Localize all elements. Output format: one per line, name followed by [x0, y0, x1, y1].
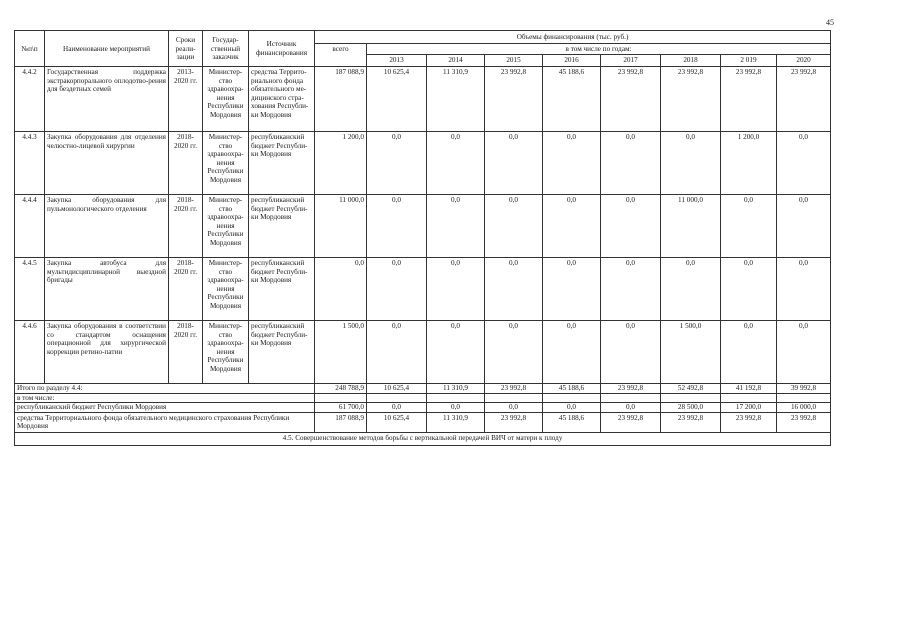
section-heading: 4.5. Совершенствование методов борьбы с вертикальной передачей ВИЧ от матери к плоду [15, 432, 831, 445]
totals-year-value: 23 992,8 [601, 384, 661, 393]
fund-total: 187 088,9 [315, 412, 367, 432]
row-year-value: 0,0 [427, 258, 485, 321]
row-year-value: 0,0 [601, 258, 661, 321]
row-name: Закупка оборудования в соответствии со стандартом оснащения операционной для хирургической коррекции ретино-патии [45, 321, 169, 384]
header-total: всего [315, 44, 367, 67]
fund-year-value: 23 992,8 [777, 412, 831, 432]
header-volume: Объемы финансирования (тыс. руб.) [315, 31, 831, 44]
row-year-value: 0,0 [543, 195, 601, 258]
header-source: Источник финансирования [249, 31, 315, 67]
table-row [15, 321, 831, 384]
header-year: 2018 [661, 55, 721, 67]
totals-year-value: 10 625,4 [367, 384, 427, 393]
header-year: 2013 [367, 55, 427, 67]
row-name: Закупка оборудования для отделения челюстно-лицевой хирургии [45, 132, 169, 195]
row-year-value: 0,0 [777, 321, 831, 384]
row-total: 1 500,0 [315, 321, 367, 384]
row-customer: Министер-ство здравоохра-нения Республики Мордовия [203, 321, 249, 384]
totals-total: 248 788,9 [315, 384, 367, 393]
row-name: Закупка автобуса для мультидисциплинарной выездной бригады [45, 258, 169, 321]
table-row [15, 67, 831, 132]
budget-year-value: 0,0 [485, 403, 543, 412]
budget-label: республиканский бюджет Республики Мордовия [15, 403, 315, 412]
row-year-value: 23 992,8 [485, 67, 543, 132]
row-source: республиканский бюджет Республи-ки Мордовия [249, 321, 315, 384]
header-name: Наименование мероприятий [45, 31, 169, 67]
row-year-value: 0,0 [485, 321, 543, 384]
row-term: 2018-2020 гг. [169, 132, 203, 195]
totals-row [15, 384, 831, 393]
row-year-value: 0,0 [601, 132, 661, 195]
budget-year-value: 0,0 [427, 403, 485, 412]
row-year-value: 0,0 [721, 258, 777, 321]
fund-year-value: 23 992,8 [661, 412, 721, 432]
row-source: средства Террито-риального фонда обязательного ме-дицинского стра-хования Республи-ки Мордовия [249, 67, 315, 132]
budget-year-value: 17 200,0 [721, 403, 777, 412]
budget-year-value: 0,0 [543, 403, 601, 412]
section-row [15, 432, 831, 445]
fund-year-value: 23 992,8 [601, 412, 661, 432]
row-year-value: 0,0 [485, 258, 543, 321]
header-year: 2 019 [721, 55, 777, 67]
table-row [15, 132, 831, 195]
totals-year-value: 52 492,8 [661, 384, 721, 393]
row-term: 2018-2020 гг. [169, 195, 203, 258]
row-year-value: 0,0 [427, 132, 485, 195]
row-year-value: 0,0 [367, 195, 427, 258]
row-total: 187 088,9 [315, 67, 367, 132]
header-num: №п\п [15, 31, 45, 67]
row-year-value: 0,0 [367, 321, 427, 384]
row-year-value: 0,0 [777, 195, 831, 258]
row-year-value: 0,0 [721, 321, 777, 384]
row-num: 4.4.4 [15, 195, 45, 258]
row-year-value: 0,0 [427, 321, 485, 384]
header-year: 2014 [427, 55, 485, 67]
budget-year-value: 0,0 [601, 403, 661, 412]
fund-row [15, 412, 831, 432]
header-year: 2016 [543, 55, 601, 67]
row-num: 4.4.3 [15, 132, 45, 195]
fund-year-value: 11 310,9 [427, 412, 485, 432]
row-year-value: 23 992,8 [661, 67, 721, 132]
row-total: 1 200,0 [315, 132, 367, 195]
row-term: 2018-2020 гг. [169, 321, 203, 384]
row-year-value: 1 200,0 [721, 132, 777, 195]
header-year: 2020 [777, 55, 831, 67]
row-term: 2018-2020 гг. [169, 258, 203, 321]
row-year-value: 0,0 [777, 132, 831, 195]
table-row [15, 195, 831, 258]
totals-year-value: 23 992,8 [485, 384, 543, 393]
totals-label: Итого по разделу 4.4: [15, 384, 315, 393]
row-year-value: 23 992,8 [601, 67, 661, 132]
fund-year-value: 10 625,4 [367, 412, 427, 432]
page-number: 45 [826, 18, 834, 27]
row-customer: Министер-ство здравоохра-нения Республики Мордовия [203, 258, 249, 321]
budget-row [15, 403, 831, 412]
row-year-value: 0,0 [367, 132, 427, 195]
row-term: 2013-2020 гг. [169, 67, 203, 132]
totals-year-value: 45 188,6 [543, 384, 601, 393]
row-customer: Министер-ство здравоохра-нения Республики Мордовия [203, 195, 249, 258]
row-year-value: 0,0 [543, 321, 601, 384]
row-customer: Министер-ство здравоохра-нения Республики Мордовия [203, 67, 249, 132]
header-year: 2017 [601, 55, 661, 67]
fund-year-value: 23 992,8 [721, 412, 777, 432]
fund-year-value: 23 992,8 [485, 412, 543, 432]
fund-label: средства Территориального фонда обязательного медицинского страхования Республики Мордовия [15, 412, 315, 432]
totals-year-value: 41 192,8 [721, 384, 777, 393]
row-year-value: 0,0 [721, 195, 777, 258]
row-year-value: 0,0 [601, 195, 661, 258]
budget-total: 61 700,0 [315, 403, 367, 412]
row-name: Закупка оборудования для пульмонологического отделения [45, 195, 169, 258]
header-customer: Государ-ственный заказчик [203, 31, 249, 67]
row-year-value: 0,0 [661, 258, 721, 321]
totals-year-value: 39 992,8 [777, 384, 831, 393]
row-year-value: 0,0 [777, 258, 831, 321]
row-source: республиканский бюджет Республи-ки Мордовия [249, 195, 315, 258]
row-source: республиканский бюджет Республи-ки Мордовия [249, 132, 315, 195]
totals-year-value: 11 310,9 [427, 384, 485, 393]
row-num: 4.4.2 [15, 67, 45, 132]
row-year-value: 1 500,0 [661, 321, 721, 384]
row-source: республиканский бюджет Республи-ки Мордовия [249, 258, 315, 321]
row-num: 4.4.6 [15, 321, 45, 384]
row-year-value: 11 000,0 [661, 195, 721, 258]
header-incl-years: в том числе по годам: [367, 44, 831, 55]
row-year-value: 11 310,9 [427, 67, 485, 132]
row-year-value: 0,0 [601, 321, 661, 384]
fund-year-value: 45 188,6 [543, 412, 601, 432]
budget-year-value: 28 500,0 [661, 403, 721, 412]
row-year-value: 0,0 [543, 132, 601, 195]
row-year-value: 23 992,8 [777, 67, 831, 132]
financing-table [14, 30, 831, 446]
row-year-value: 10 625,4 [367, 67, 427, 132]
row-year-value: 0,0 [543, 258, 601, 321]
row-total: 11 000,0 [315, 195, 367, 258]
budget-year-value: 16 000,0 [777, 403, 831, 412]
row-year-value: 0,0 [427, 195, 485, 258]
row-year-value: 0,0 [367, 258, 427, 321]
row-customer: Министер-ство здравоохра-нения Республики Мордовия [203, 132, 249, 195]
row-year-value: 0,0 [485, 195, 543, 258]
header-term: Сроки реали-зации [169, 31, 203, 67]
row-year-value: 0,0 [485, 132, 543, 195]
including-label: в том числе: [15, 393, 315, 402]
row-name: Государственная поддержка экстракорпорального оплодотво-рения для бездетных семей [45, 67, 169, 132]
row-year-value: 45 188,6 [543, 67, 601, 132]
row-year-value: 23 992,8 [721, 67, 777, 132]
row-total: 0,0 [315, 258, 367, 321]
row-year-value: 0,0 [661, 132, 721, 195]
including-row [15, 393, 831, 402]
budget-year-value: 0,0 [367, 403, 427, 412]
header-year: 2015 [485, 55, 543, 67]
table-row [15, 258, 831, 321]
row-num: 4.4.5 [15, 258, 45, 321]
